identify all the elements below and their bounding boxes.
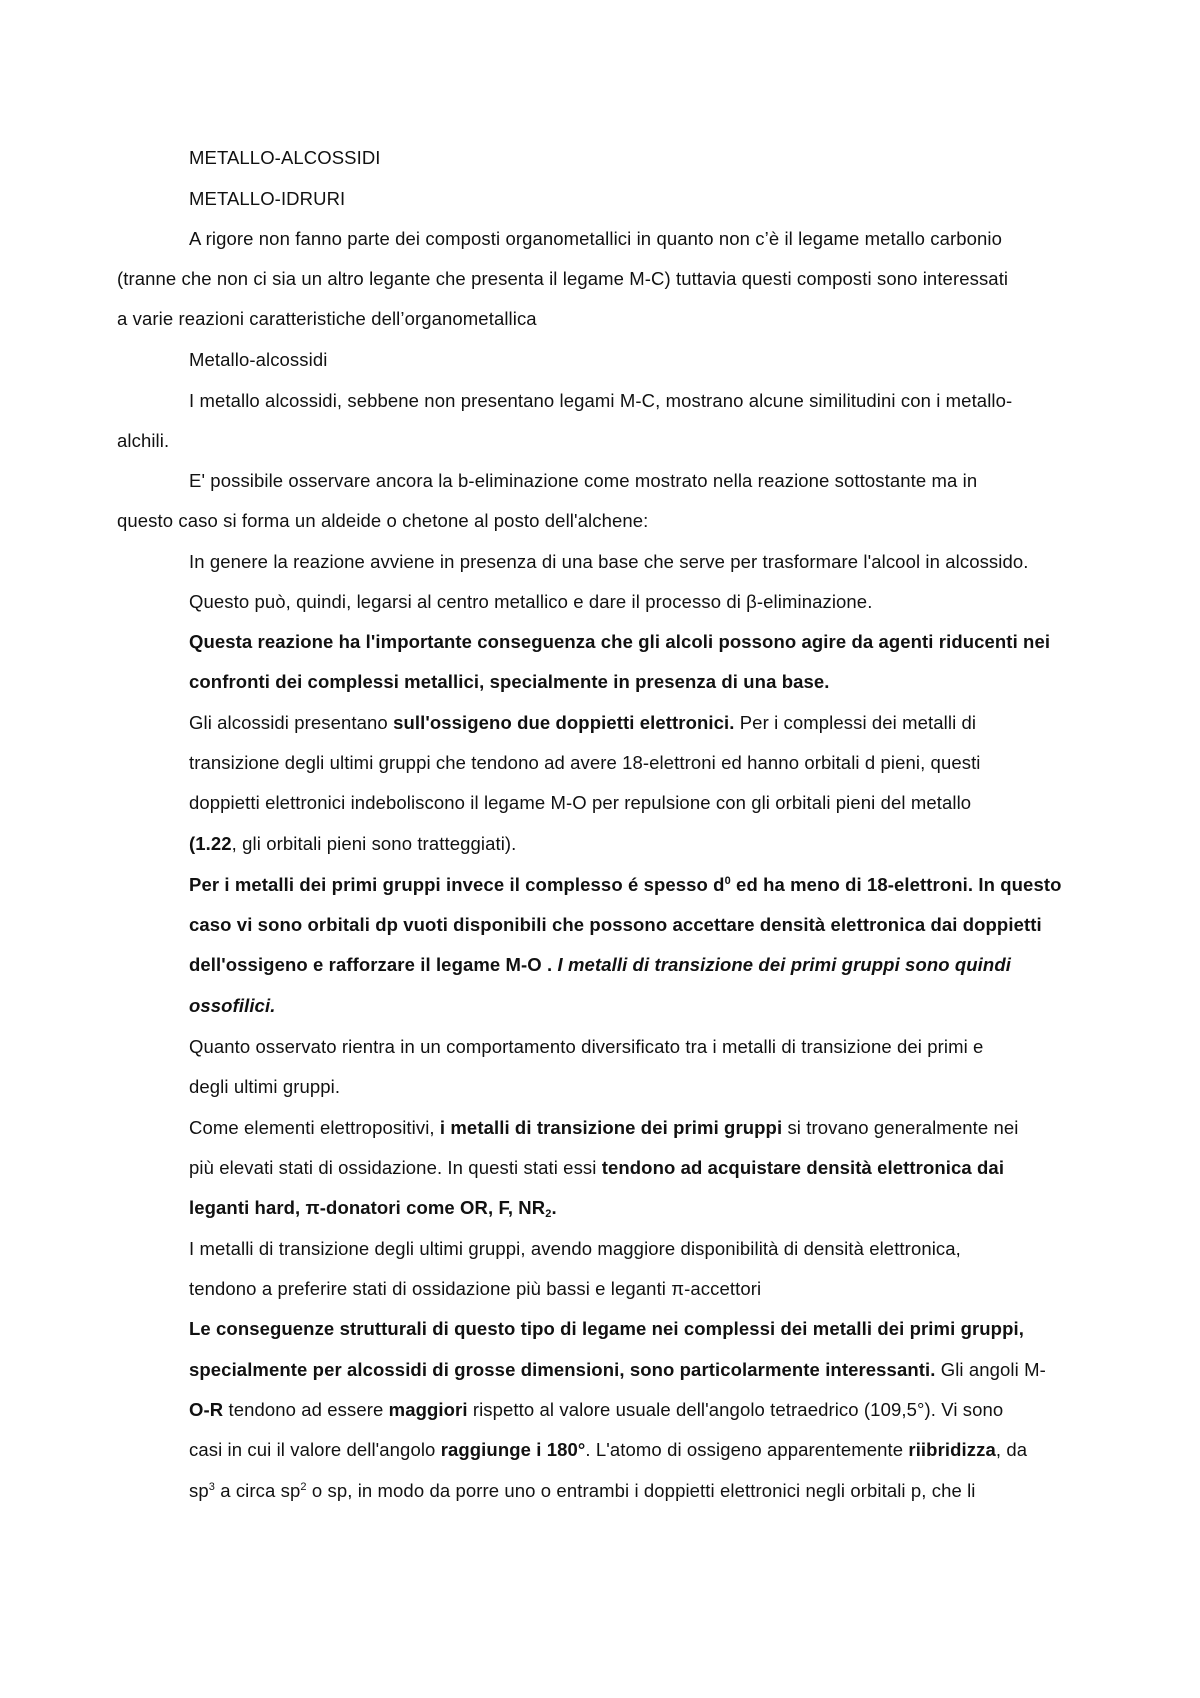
paragraph-8-line-3 bbox=[189, 1195, 557, 1221]
intro-line-2: (tranne che non ci sia un altro legante che presenta il legame M-C) tuttavia questi composti sono interessati bbox=[117, 268, 1009, 289]
paragraph-5-line-3: doppietti elettronici indeboliscono il legame M-O per repulsione con gli orbitali pieni del metallo bbox=[189, 792, 972, 813]
paragraph-6-line-1 bbox=[189, 872, 1062, 898]
bold-run: leganti hard, π-donatori come OR, F, NR bbox=[189, 1197, 546, 1218]
text-run: a circa sp bbox=[214, 1480, 301, 1501]
superscript: 0 bbox=[724, 875, 731, 887]
superscript: 2 bbox=[300, 1481, 307, 1493]
subscript: 2 bbox=[545, 1208, 552, 1220]
text-run: Per i complessi dei metalli di bbox=[734, 712, 977, 733]
text-run: rispetto al valore usuale dell'angolo tetraedrico (109,5°). Vi sono bbox=[467, 1399, 1004, 1420]
paragraph-2-line-1: E' possibile osservare ancora la b-eliminazione come mostrato nella reazione sottostante ma in bbox=[189, 470, 978, 491]
text-run: , gli orbitali pieni sono tratteggiati). bbox=[231, 833, 517, 854]
text-run: Gli alcossidi presentano bbox=[189, 712, 394, 733]
paragraph-1-line-2: alchili. bbox=[117, 430, 170, 451]
text-run: sp bbox=[189, 1480, 209, 1501]
paragraph-5-line-2: transizione degli ultimi gruppi che tendono ad avere 18-elettroni ed hanno orbitali d pieni, questi bbox=[189, 752, 981, 773]
text-run: Gli angoli M- bbox=[935, 1359, 1046, 1380]
paragraph-7-line-1: Quanto osservato rientra in un comportamento diversificato tra i metalli di transizione dei primi e bbox=[189, 1036, 984, 1057]
text-run: tendono ad essere bbox=[223, 1399, 389, 1420]
paragraph-3-line-2: Questo può, quindi, legarsi al centro metallico e dare il processo di β-eliminazione. bbox=[189, 591, 873, 612]
bold-run: maggiori bbox=[388, 1399, 468, 1420]
paragraph-8-line-1 bbox=[189, 1115, 1018, 1141]
paragraph-9-line-1: I metalli di transizione degli ultimi gruppi, avendo maggiore disponibilità di densità elettronica, bbox=[189, 1238, 961, 1259]
paragraph-6-line-3 bbox=[189, 952, 1011, 978]
text-run: più elevati stati di ossidazione. In questi stati essi bbox=[189, 1157, 602, 1178]
text-run: o sp, in modo da porre uno o entrambi i doppietti elettronici negli orbitali p, che li bbox=[306, 1480, 976, 1501]
bold-run: O-R bbox=[189, 1399, 224, 1420]
text-run: . L'atomo di ossigeno apparentemente bbox=[585, 1439, 909, 1460]
bold-run: specialmente per alcossidi di grosse dimensioni, sono particolarmente interessanti. bbox=[189, 1359, 936, 1380]
paragraph-4-line-2: confronti dei complessi metallici, specialmente in presenza di una base. bbox=[189, 671, 830, 692]
paragraph-10-line-4 bbox=[189, 1437, 1027, 1463]
bold-run: sull'ossigeno due doppietti elettronici. bbox=[393, 712, 735, 733]
text-run: casi in cui il valore dell'angolo bbox=[189, 1439, 441, 1460]
paragraph-3-line-1: In genere la reazione avviene in presenza di una base che serve per trasformare l'alcool in alcossido. bbox=[189, 551, 1029, 572]
bold-run: riibridizza bbox=[908, 1439, 996, 1460]
bold-run: dell'ossigeno e rafforzare il legame M-O . bbox=[189, 954, 558, 975]
paragraph-5-line-4 bbox=[189, 831, 516, 857]
paragraph-2-line-2: questo caso si forma un aldeide o chetone al posto dell'alchene: bbox=[117, 510, 649, 531]
paragraph-10-line-5 bbox=[189, 1478, 976, 1504]
superscript: 3 bbox=[208, 1481, 215, 1493]
heading-metallo-idruri: METALLO-IDRURI bbox=[189, 188, 346, 209]
bold-run: Per i metalli dei primi gruppi invece il complesso é spesso d bbox=[189, 874, 725, 895]
intro-line-3: a varie reazioni caratteristiche dell’organometallica bbox=[117, 308, 537, 329]
paragraph-7-line-2: degli ultimi gruppi. bbox=[189, 1076, 341, 1097]
text-run: si trovano generalmente nei bbox=[782, 1117, 1019, 1138]
paragraph-9-line-2: tendono a preferire stati di ossidazione più bassi e leganti π-accettori bbox=[189, 1278, 762, 1299]
paragraph-8-line-2 bbox=[189, 1155, 1004, 1181]
paragraph-10-line-1: Le conseguenze strutturali di questo tipo di legame nei complessi dei metalli dei primi gruppi, bbox=[189, 1318, 1024, 1339]
text-run: , da bbox=[995, 1439, 1028, 1460]
paragraph-10-line-2 bbox=[189, 1357, 1046, 1383]
subheading-metallo-alcossidi: Metallo-alcossidi bbox=[189, 349, 328, 370]
bold-run: raggiunge i 180° bbox=[440, 1439, 586, 1460]
bold-run: tendono ad acquistare densità elettronica dai bbox=[601, 1157, 1005, 1178]
bold-run: . bbox=[551, 1197, 557, 1218]
paragraph-4-line-1: Questa reazione ha l'importante conseguenza che gli alcoli possono agire da agenti riducenti nei bbox=[189, 631, 1051, 652]
paragraph-5-line-1 bbox=[189, 710, 976, 736]
paragraph-10-line-3 bbox=[189, 1397, 1003, 1423]
heading-metallo-alcossidi: METALLO-ALCOSSIDI bbox=[189, 147, 381, 168]
bold-run: ed ha meno di 18-elettroni. In questo bbox=[730, 874, 1062, 895]
text-run: Come elementi elettropositivi, bbox=[189, 1117, 440, 1138]
bold-italic-run: I metalli di transizione dei primi gruppi sono quindi bbox=[557, 954, 1011, 975]
paragraph-6-line-2: caso vi sono orbitali dp vuoti disponibili che possono accettare densità elettronica dai doppietti bbox=[189, 914, 1042, 935]
intro-line-1: A rigore non fanno parte dei composti organometallici in quanto non c’è il legame metallo carbonio bbox=[189, 228, 1002, 249]
paragraph-6-line-4: ossofilici. bbox=[189, 995, 276, 1016]
paragraph-1-line-1: I metallo alcossidi, sebbene non presentano legami M-C, mostrano alcune similitudini con i metallo- bbox=[189, 390, 1013, 411]
figure-reference: (1.22 bbox=[189, 833, 232, 854]
bold-run: i metalli di transizione dei primi gruppi bbox=[439, 1117, 783, 1138]
